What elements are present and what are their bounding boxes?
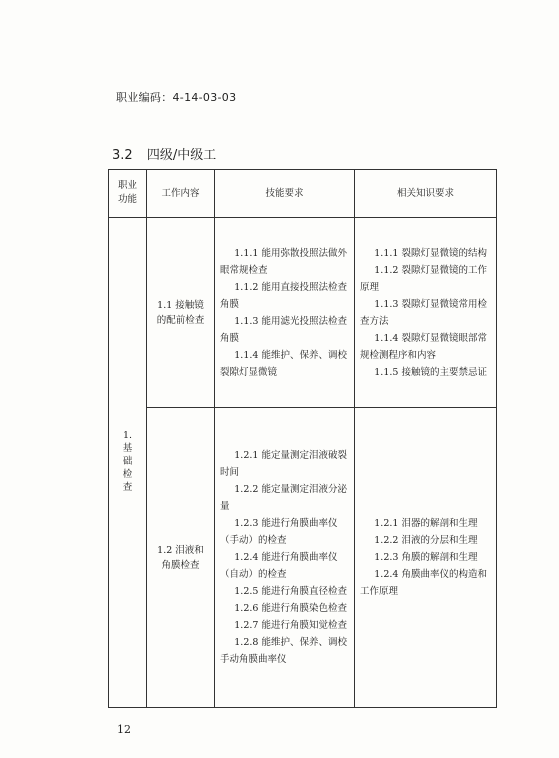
knowledge-item: 1.2.3 角膜的解剖和生理 <box>374 552 478 563</box>
function-cell <box>109 218 147 708</box>
skill-item: 1.1.1 能用弥散投照法做外眼常规检查 <box>220 247 347 276</box>
knowledge-item: 1.1.4 裂隙灯显微镜眼部常规检测程序和内容 <box>360 332 487 361</box>
skill-item: 1.2.6 能进行角膜染色检查 <box>234 603 347 614</box>
knowledge-item: 1.1.2 裂隙灯显微镜的工作原理 <box>360 264 487 293</box>
skills-cell <box>215 218 355 408</box>
section-title: 四级/中级工 <box>146 148 217 163</box>
table-row <box>109 218 497 408</box>
content-cell: 1.2 泪液和角膜检查 <box>147 408 215 708</box>
table-header-row <box>109 170 497 218</box>
content-cell: 1.1 接触镜的配前检查 <box>147 218 215 408</box>
section-number: 3.2 <box>112 148 133 163</box>
skill-item: 1.1.3 能用滤光投照法检查角膜 <box>220 315 347 344</box>
table-row <box>109 408 497 708</box>
knowledge-item: 1.2.1 泪器的解剖和生理 <box>374 518 478 529</box>
header-content: 工作内容 <box>147 170 215 218</box>
knowledge-item: 1.2.4 角膜曲率仪的构造和工作原理 <box>360 569 487 597</box>
skill-item: 1.2.5 能进行角膜直径检查 <box>234 586 347 597</box>
knowledge-item: 1.2.2 泪液的分层和生理 <box>374 535 478 546</box>
knowledge-cell <box>355 408 497 708</box>
skill-item: 1.2.2 能定量测定泪液分泌量 <box>220 484 347 512</box>
occupation-code: 职业编码：4-14-03-03 <box>116 91 237 104</box>
skill-item: 1.2.8 能维护、保养、调校手动角膜曲率仪 <box>220 637 347 665</box>
skill-item: 1.2.3 能进行角膜曲率仪（手动）的检查 <box>220 518 338 546</box>
knowledge-cell <box>355 218 497 408</box>
function-label: 1.基础检查 <box>122 430 133 493</box>
knowledge-item: 1.1.3 裂隙灯显微镜常用检查方法 <box>360 298 487 327</box>
knowledge-item: 1.1.1 裂隙灯显微镜的结构 <box>374 247 487 259</box>
skill-item: 1.1.4 能维护、保养、调校裂隙灯显微镜 <box>220 349 347 378</box>
section-heading <box>112 144 216 163</box>
header-knowledge: 相关知识要求 <box>355 170 497 218</box>
skill-item: 1.2.4 能进行角膜曲率仪（自动）的检查 <box>220 552 338 580</box>
skills-table <box>108 169 497 708</box>
page-number: 12 <box>117 723 131 736</box>
header-skills: 技能要求 <box>215 170 355 218</box>
skill-item: 1.2.1 能定量测定泪液破裂时间 <box>220 450 347 478</box>
skill-item: 1.2.7 能进行角膜知觉检查 <box>234 620 347 631</box>
header-function: 职业功能 <box>109 170 147 218</box>
skill-item: 1.1.2 能用直接投照法检查角膜 <box>220 281 347 310</box>
skills-cell <box>215 408 355 708</box>
knowledge-item: 1.1.5 接触镜的主要禁忌证 <box>374 366 487 378</box>
